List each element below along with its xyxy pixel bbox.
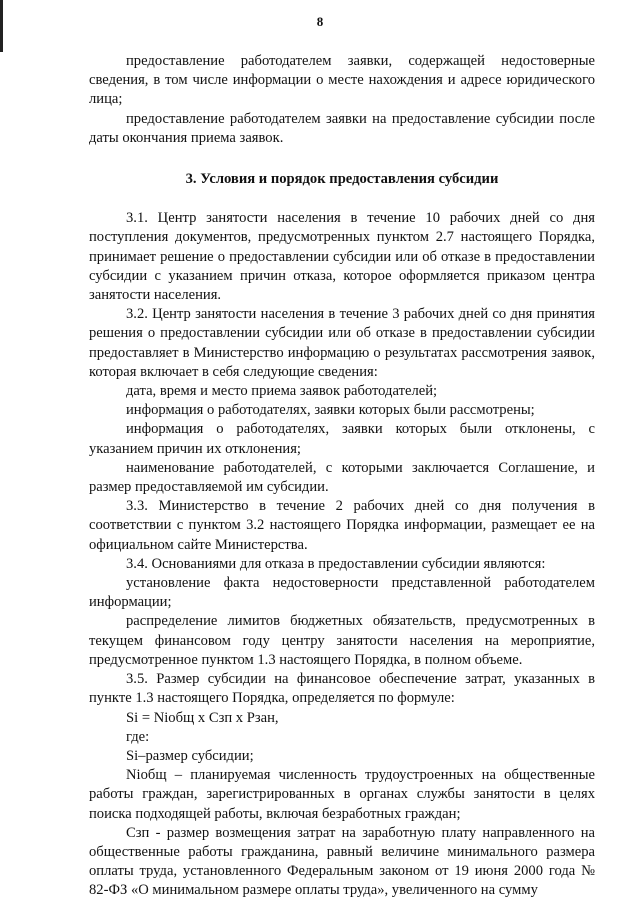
paragraph: 3.2. Центр занятости населения в течение 3 рабочих дней со дня принятия решения о предоставлении субсидии или об отказе в предоставлении субсидии предоставляет в Министерство информацию о результатах рассмотрения заявок, которая включает в себя следующие сведения:	[89, 306, 595, 380]
formula: Si = Nioбщ x Сзп x Рзан,	[126, 709, 279, 726]
definition: Si–размер субсидии;	[126, 747, 254, 764]
page-number: 8	[316, 14, 324, 29]
paragraph: установление факта недостоверности представленной работодателем информации;	[89, 575, 595, 611]
paragraph: 3.1. Центр занятости населения в течение 10 рабочих дней со дня поступления документов, предусмотренных пунктом 2.7 настоящего Порядка, принимает решение о предоставлении субсидии или об отказе в предоставлении субсидии с указанием причин отказа, которое оформляется приказом центра занятости населения.	[89, 210, 595, 304]
paragraph: наименование работодателей, с которыми заключается Соглашение, и размер предоставляемой им субсидии.	[89, 459, 595, 496]
paragraph: 3.5. Размер субсидии на финансовое обеспечение затрат, указанных в пункте 1.3 настоящего Порядка, определяется по формуле:	[89, 671, 595, 707]
paragraph: информация о работодателях, заявки которых были рассмотрены;	[126, 402, 535, 419]
section-heading: 3. Условия и порядок предоставления субсидии	[185, 171, 499, 188]
paragraph: распределение лимитов бюджетных обязательств, предусмотренных в текущем финансовом году центру занятости населения на мероприятие, предусмотренное пунктом 1.3 настоящего Порядка, в полном объеме.	[89, 613, 595, 668]
paragraph: 3.3. Министерство в течение 2 рабочих дней со дня получения в соответствии с пунктом 3.2 настоящего Порядка информации, размещает ее на официальном сайте Министерства.	[89, 498, 595, 553]
definition: Niобщ – планируемая численность трудоустроенных на общественные работы граждан, зарегистрированных в органах службы занятости в целях поиска подходящей работы, включая безработных граждан;	[89, 767, 595, 822]
paragraph: предоставление работодателем заявки, содержащей недостоверные сведения, в том числе информации о месте нахождения и адресе юридического лица;	[89, 53, 595, 108]
definition: Сзп - размер возмещения затрат на заработную плату направленного на общественные работы гражданина, равный величине минимального размера оплаты труда, установленного Федеральным законом от 19 июня 2000 года № 82-ФЗ «О минимальном размере оплаты труда», увеличенного на сумму	[89, 824, 595, 899]
paragraph: предоставление работодателем заявки на предоставление субсидии после даты окончания приема заявок.	[89, 110, 595, 146]
paragraph: 3.4. Основаниями для отказа в предоставлении субсидии являются:	[126, 555, 546, 572]
document-body	[89, 52, 595, 901]
where-label: где:	[126, 728, 150, 745]
paragraph: дата, время и место приема заявок работодателей;	[126, 383, 438, 400]
paragraph: информация о работодателях, заявки которых были отклонены, с указанием причин их отклонения;	[89, 421, 595, 457]
